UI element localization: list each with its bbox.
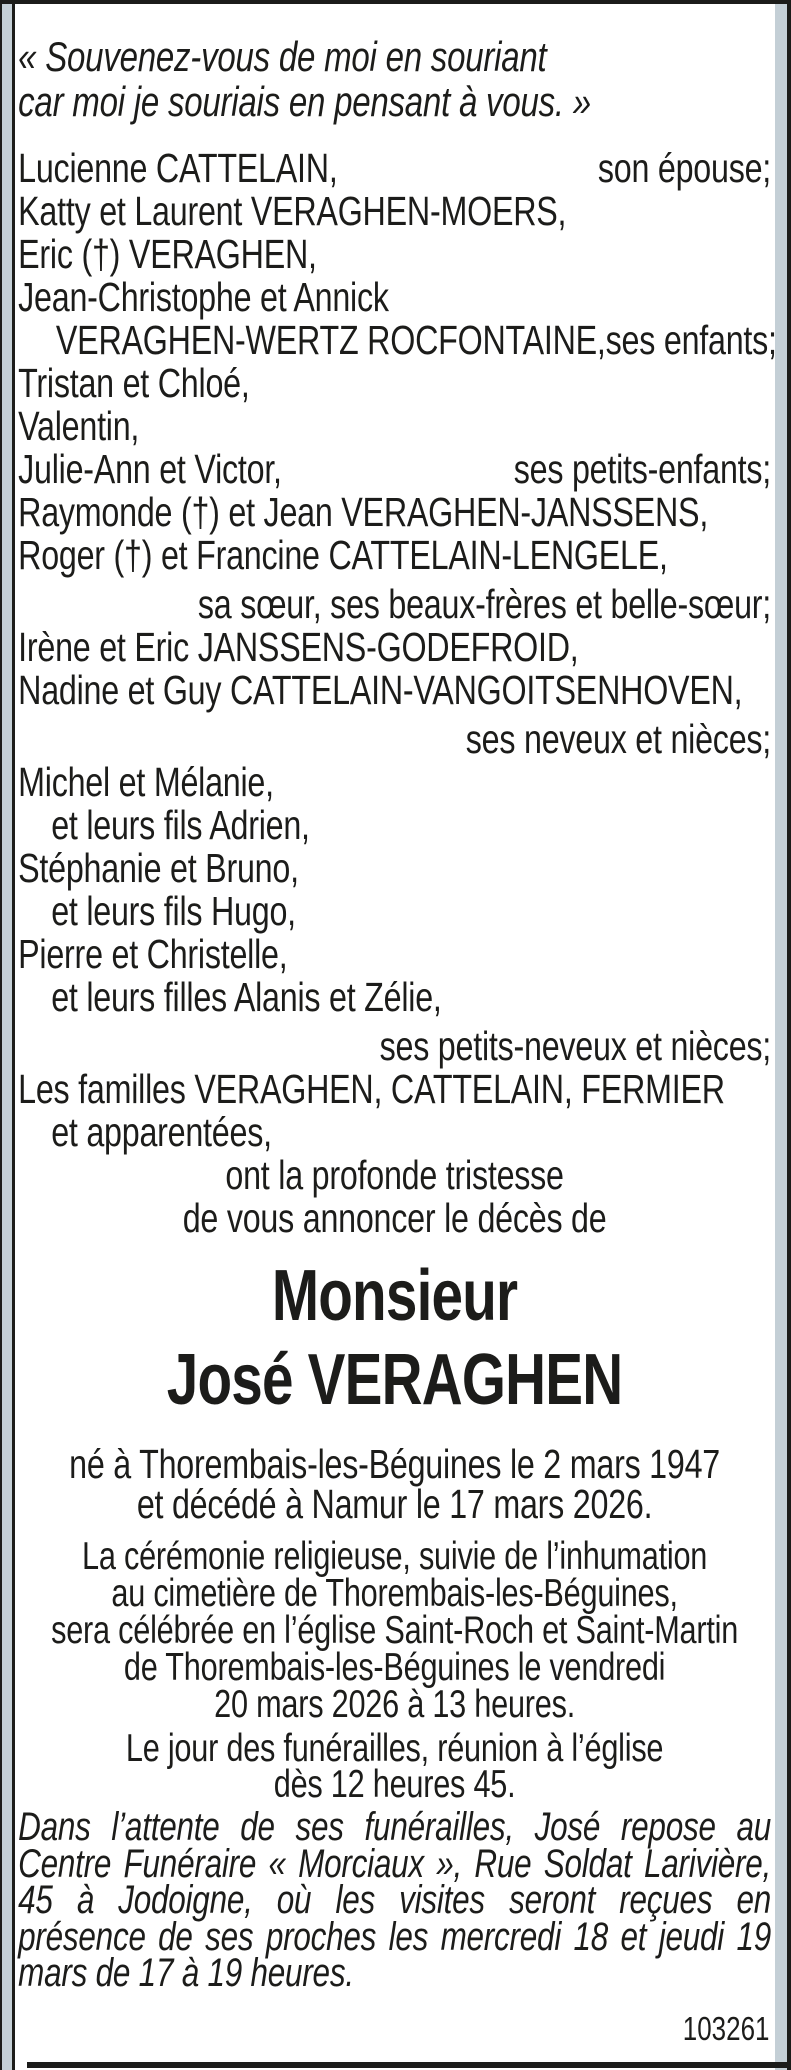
memorial-quote-line-1: « Souvenez-vous de moi en souriant <box>18 33 547 80</box>
family-line <box>18 1111 771 1154</box>
repose-paragraph: Dans l’attente de ses funérailles, José repose au Centre Funéraire « Morciaux », Rue Soldat Larivière, 45 à Jodoigne, où les visites seront reçues en présence de ses proches les mercredi 18 et jeudi 19 mars de 17 à 19 heures. <box>18 1805 772 1996</box>
relation-label: ses petits-enfants; <box>513 446 772 492</box>
deceased-title-block <box>18 1254 771 1422</box>
family-names: et leurs fils Hugo, <box>51 888 296 934</box>
civility-title: Monsieur <box>271 1256 518 1336</box>
family-names: VERAGHEN-WERTZ ROCFONTAINE, <box>55 317 606 363</box>
relation-label: ses petits-neveux et nièces; <box>379 1023 772 1069</box>
birth-death-block <box>18 1441 771 1527</box>
family-line <box>18 233 771 276</box>
family-names: Irène et Eric JANSSENS-GODEFROID, <box>18 624 579 670</box>
family-names: Nadine et Guy CATTELAIN-VANGOITSENHOVEN, <box>18 667 743 713</box>
family-line <box>18 890 771 933</box>
reference-number: 103261 <box>682 2009 770 2047</box>
family-line <box>18 583 771 626</box>
family-names: Julie-Ann et Victor, <box>18 446 282 492</box>
family-line <box>18 933 771 976</box>
family-line <box>18 1025 771 1068</box>
ceremony-line: au cimetière de Thorembais-les-Béguines, <box>111 1572 678 1615</box>
family-line <box>18 190 771 233</box>
birth-line: né à Thorembais-les-Béguines le 2 mars 1947 <box>69 1441 721 1487</box>
family-line <box>18 761 771 804</box>
ceremony-line: sera célébrée en l’église Saint-Roch et Saint-Martin <box>51 1609 739 1652</box>
family-line <box>18 276 771 319</box>
deceased-name: José VERAGHEN <box>166 1340 623 1420</box>
family-names: Tristan et Chloé, <box>18 360 250 406</box>
family-line <box>18 448 771 491</box>
notice-content <box>15 34 775 2046</box>
ceremony-line: de Thorembais-les-Béguines le vendredi <box>123 1646 666 1689</box>
announcement <box>18 1154 771 1240</box>
death-line: et décédé à Namur le 17 mars 2026. <box>136 1481 653 1527</box>
relation-label: ses enfants; <box>605 317 777 363</box>
family-list <box>18 145 777 1155</box>
family-names: Les familles VERAGHEN, CATTELAIN, FERMIER <box>18 1066 725 1112</box>
family-line <box>18 669 771 712</box>
ceremony-line: 20 mars 2026 à 13 heures. <box>214 1683 575 1726</box>
family-names: Eric (†) VERAGHEN, <box>18 231 317 277</box>
left-page-gutter <box>0 4 15 2070</box>
family-names: Pierre et Christelle, <box>18 931 288 977</box>
announcement-line: ont la profonde tristesse <box>225 1152 564 1198</box>
family-line <box>18 534 771 577</box>
family-line <box>18 847 771 890</box>
family-names: Stéphanie et Bruno, <box>18 845 299 891</box>
family-names: et leurs filles Alanis et Zélie, <box>51 974 442 1020</box>
announcement-line: de vous annoncer le décès de <box>182 1195 607 1241</box>
family-line <box>18 1068 771 1111</box>
family-names: Roger (†) et Francine CATTELAIN-LENGELE, <box>18 532 668 578</box>
ceremony-paragraph <box>18 1535 771 1726</box>
right-page-gutter <box>775 4 791 2070</box>
family-line <box>18 317 777 363</box>
family-names: et leurs fils Adrien, <box>51 802 310 848</box>
family-line <box>18 626 771 669</box>
family-line <box>18 718 771 761</box>
family-line <box>18 147 771 190</box>
funeral-meeting-line: dès 12 heures 45. <box>273 1763 516 1806</box>
bottom-rule <box>27 2062 791 2068</box>
family-names: et apparentées, <box>51 1109 272 1155</box>
obituary-notice <box>15 4 775 2070</box>
memorial-quote-line-2: car moi je souriais en pensant à vous. » <box>18 78 591 125</box>
family-names: Raymonde (†) et Jean VERAGHEN-JANSSENS, <box>18 489 709 535</box>
family-line <box>18 362 771 405</box>
relation-label: ses neveux et nièces; <box>465 716 772 762</box>
relation-label: sa sœur, ses beaux-frères et belle-sœur; <box>197 581 772 627</box>
family-names: Valentin, <box>18 403 140 449</box>
family-names: Michel et Mélanie, <box>18 759 274 805</box>
memorial-quote <box>18 34 771 124</box>
funeral-meeting-paragraph <box>18 1727 771 1806</box>
family-names: Katty et Laurent VERAGHEN-MOERS, <box>18 188 567 234</box>
family-line <box>18 804 771 847</box>
family-line <box>18 491 771 534</box>
page-body <box>0 4 791 2070</box>
family-line <box>18 976 771 1019</box>
family-line <box>18 405 771 448</box>
relation-label: son épouse; <box>597 145 772 191</box>
family-names: Lucienne CATTELAIN, <box>18 145 338 191</box>
family-names: Jean-Christophe et Annick <box>18 274 389 320</box>
ceremony-line: La cérémonie religieuse, suivie de l’inhumation <box>82 1535 708 1578</box>
funeral-meeting-line: Le jour des funérailles, réunion à l’église <box>125 1727 664 1770</box>
